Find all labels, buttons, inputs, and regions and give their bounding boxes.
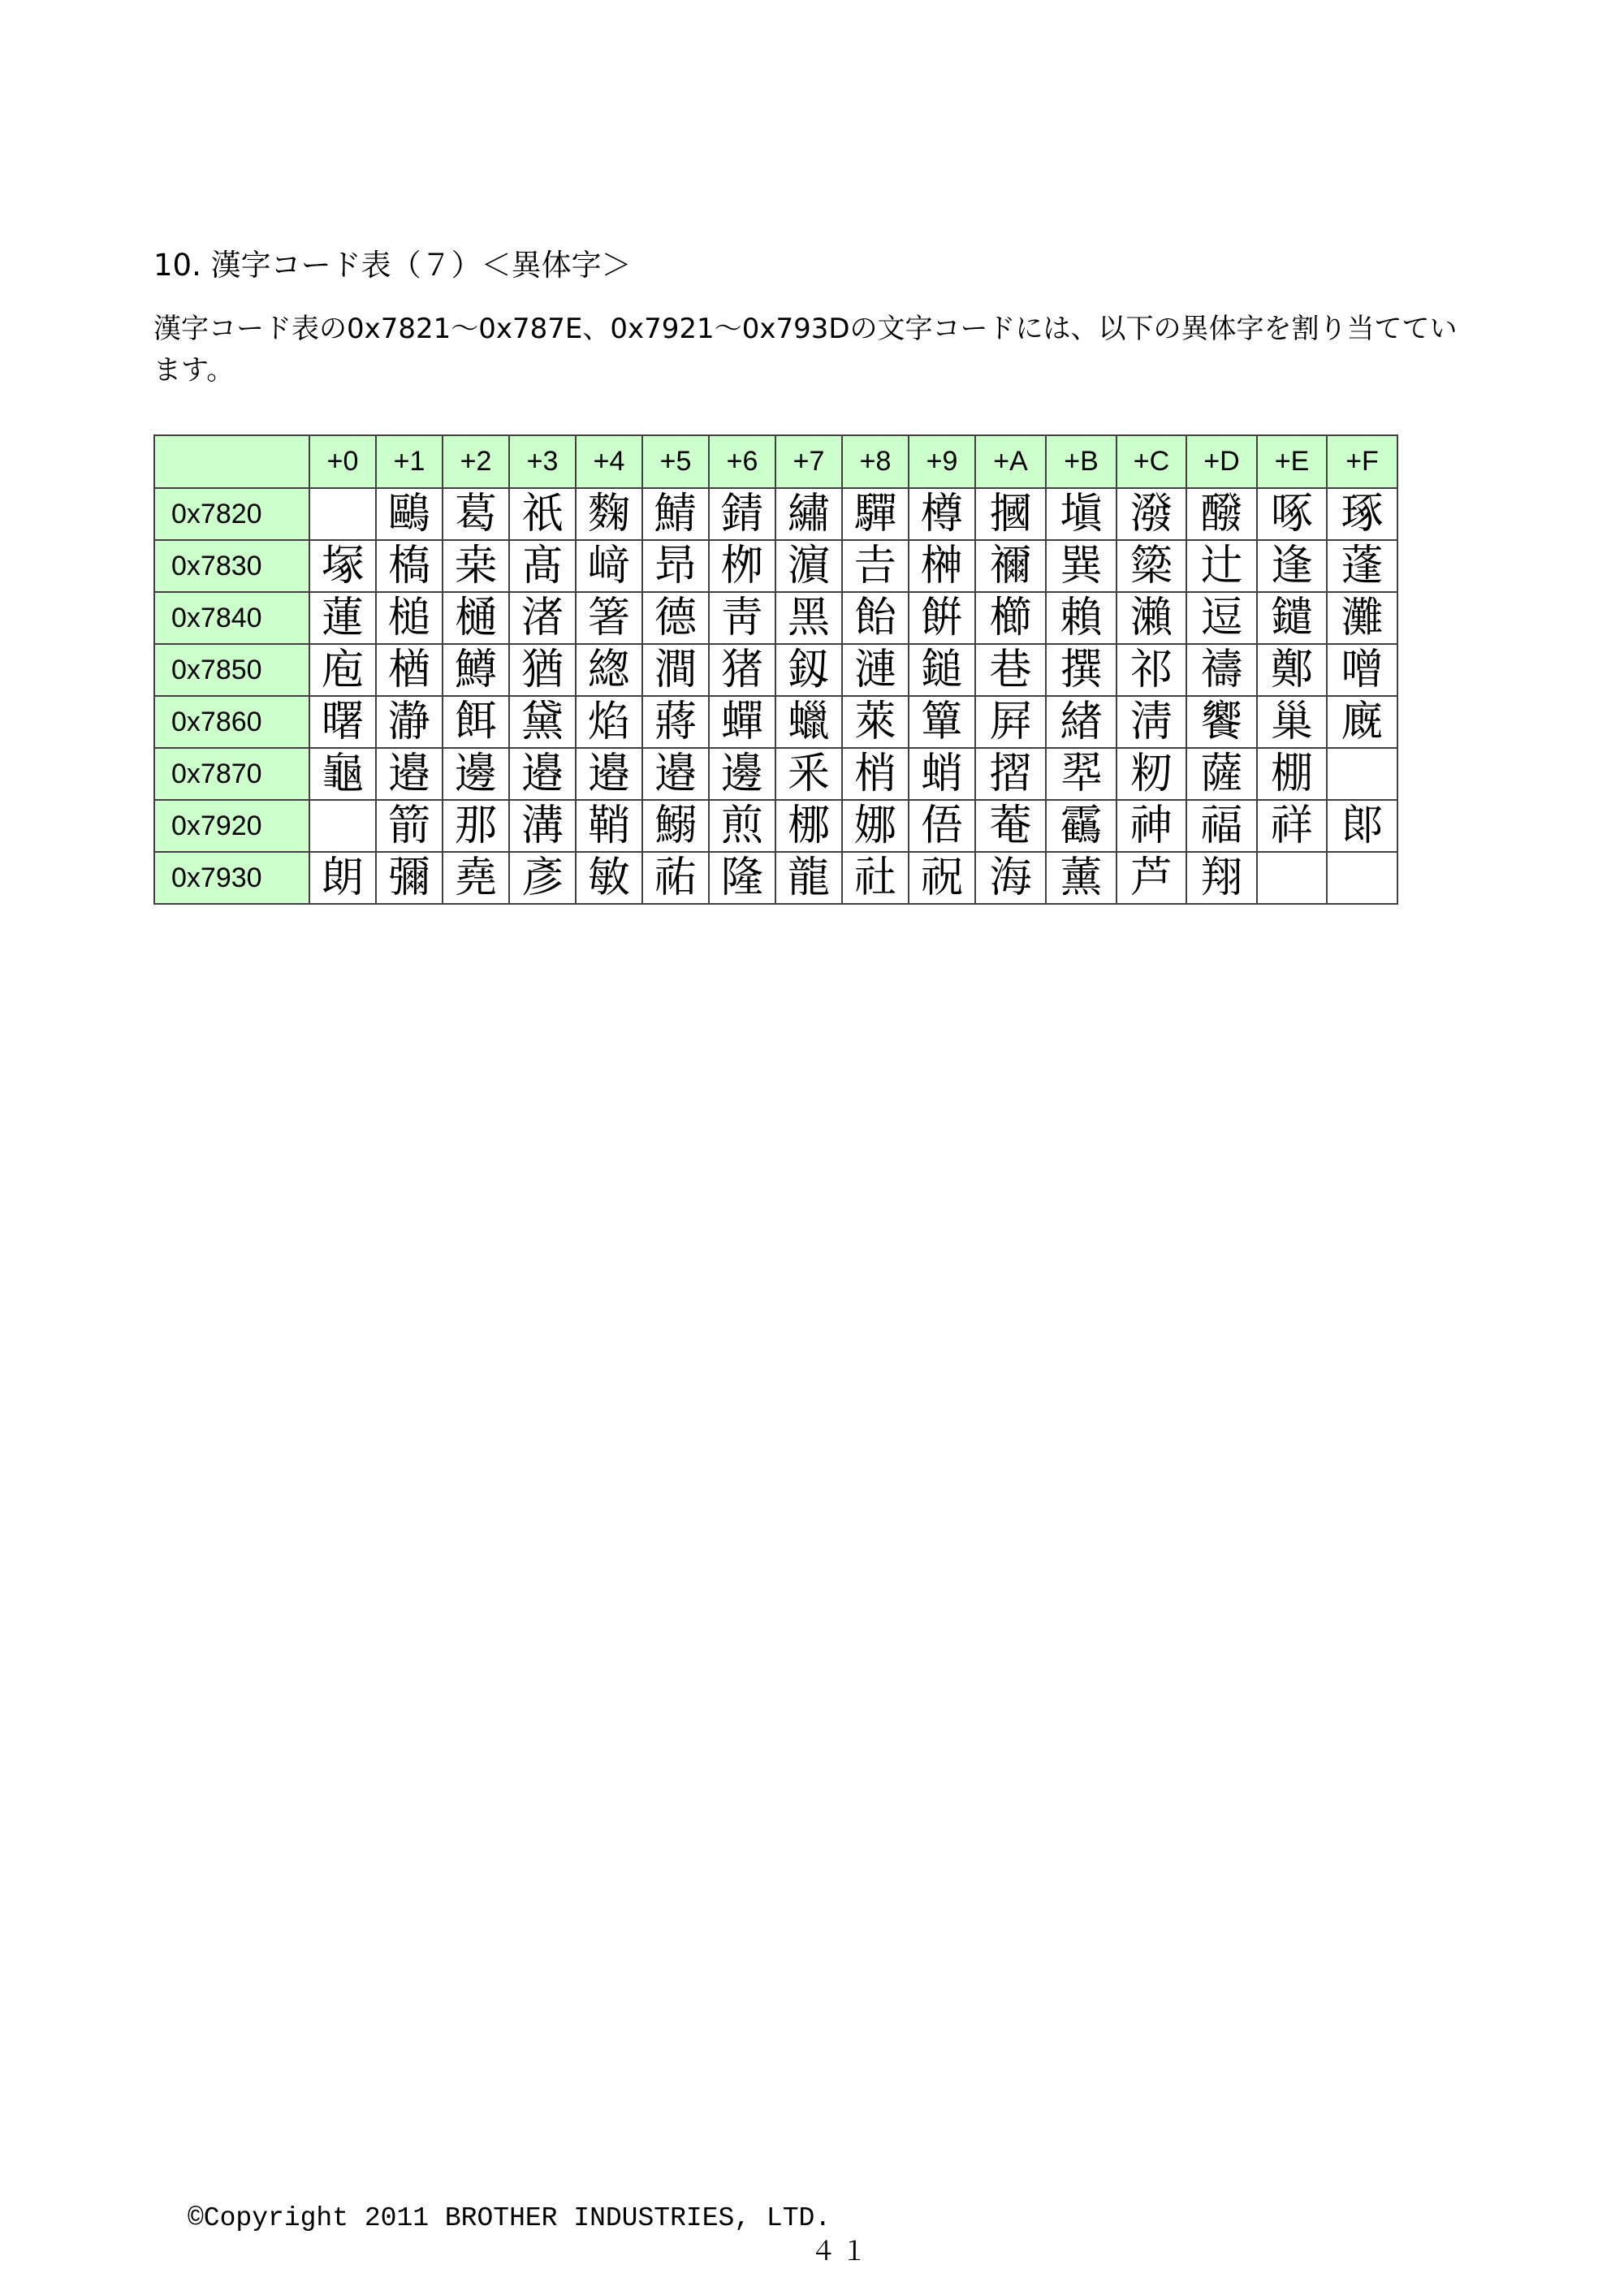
row-code-cell: 0x7840 bbox=[154, 592, 309, 644]
kanji-cell: 淸 bbox=[1116, 696, 1186, 748]
kanji-cell: 庖 bbox=[309, 644, 376, 696]
kanji-cell: 櫛 bbox=[975, 592, 1046, 644]
column-header: +4 bbox=[576, 435, 642, 488]
kanji-cell: 餌 bbox=[443, 696, 509, 748]
column-header: +0 bbox=[309, 435, 376, 488]
kanji-cell: 﨑 bbox=[576, 540, 642, 592]
kanji-cell: 槌 bbox=[376, 592, 443, 644]
kanji-cell: 祁 bbox=[1116, 644, 1186, 696]
row-code-cell: 0x7820 bbox=[154, 488, 309, 540]
kanji-cell: 鞘 bbox=[576, 800, 642, 852]
kanji-cell: 龜 bbox=[309, 748, 376, 800]
kanji-cell: 朗 bbox=[309, 852, 376, 904]
kanji-cell: 曙 bbox=[309, 696, 376, 748]
kanji-cell: 邉 bbox=[509, 748, 576, 800]
kanji-cell: 灘 bbox=[1327, 592, 1397, 644]
kanji-cell: 巢 bbox=[1257, 696, 1327, 748]
kanji-cell: 澗 bbox=[642, 644, 709, 696]
kanji-cell: 摑 bbox=[975, 488, 1046, 540]
kanji-cell: 梢 bbox=[842, 748, 909, 800]
kanji-cell: 彥 bbox=[509, 852, 576, 904]
kanji-cell: 瀨 bbox=[1116, 592, 1186, 644]
empty-cell bbox=[1327, 852, 1397, 904]
kanji-cell: 蛸 bbox=[909, 748, 975, 800]
kanji-cell: 龍 bbox=[775, 852, 842, 904]
kanji-cell: 箭 bbox=[376, 800, 443, 852]
kanji-cell: 黑 bbox=[775, 592, 842, 644]
kanji-cell: 屛 bbox=[975, 696, 1046, 748]
intro-text-line-1: 漢字コード表の0x7821～0x787E、0x7921～0x793Dの文字コードには、以下の異体字を割り当ててい bbox=[153, 313, 1458, 345]
kanji-cell: 逢 bbox=[1257, 540, 1327, 592]
kanji-cell: 俉 bbox=[909, 800, 975, 852]
table-header-row bbox=[154, 435, 1397, 488]
empty-cell bbox=[1327, 748, 1397, 800]
kanji-cell: 禰 bbox=[975, 540, 1046, 592]
kanji-cell: 瀞 bbox=[376, 696, 443, 748]
kanji-cell: 海 bbox=[975, 852, 1046, 904]
kanji-cell: 溝 bbox=[509, 800, 576, 852]
kanji-cell: 摺 bbox=[975, 748, 1046, 800]
kanji-cell: 梛 bbox=[775, 800, 842, 852]
kanji-cell: 邊 bbox=[709, 748, 775, 800]
table-row bbox=[154, 852, 1397, 904]
row-code-cell: 0x7830 bbox=[154, 540, 309, 592]
column-header: +6 bbox=[709, 435, 775, 488]
kanji-cell: 萊 bbox=[842, 696, 909, 748]
kanji-cell: 巽 bbox=[1046, 540, 1116, 592]
page-number: ４１ bbox=[810, 2236, 873, 2267]
kanji-cell: 賴 bbox=[1046, 592, 1116, 644]
kanji-cell: 錆 bbox=[709, 488, 775, 540]
kanji-cell: 蟬 bbox=[709, 696, 775, 748]
kanji-cell: 繡 bbox=[775, 488, 842, 540]
column-header: +5 bbox=[642, 435, 709, 488]
kanji-cell: 焰 bbox=[576, 696, 642, 748]
kanji-cell: 蓬 bbox=[1327, 540, 1397, 592]
kanji-cell: 箸 bbox=[576, 592, 642, 644]
kanji-cell: 簞 bbox=[909, 696, 975, 748]
kanji-cell: 社 bbox=[842, 852, 909, 904]
table-row bbox=[154, 488, 1397, 540]
kanji-cell: 麴 bbox=[576, 488, 642, 540]
kanji-cell: 鯖 bbox=[642, 488, 709, 540]
kanji-cell: 祇 bbox=[509, 488, 576, 540]
kanji-cell: 薰 bbox=[1046, 852, 1116, 904]
kanji-cell: 邉 bbox=[376, 748, 443, 800]
kanji-cell: 飴 bbox=[842, 592, 909, 644]
kanji-cell: 髙 bbox=[509, 540, 576, 592]
kanji-cell: 祝 bbox=[909, 852, 975, 904]
kanji-cell: 餠 bbox=[909, 592, 975, 644]
kanji-cell: 巷 bbox=[975, 644, 1046, 696]
kanji-cell: 翆 bbox=[1046, 748, 1116, 800]
row-code-cell: 0x7920 bbox=[154, 800, 309, 852]
kanji-cell: 棚 bbox=[1257, 748, 1327, 800]
kanji-cell: 𠮷 bbox=[842, 540, 909, 592]
row-code-cell: 0x7870 bbox=[154, 748, 309, 800]
kanji-cell: 猶 bbox=[509, 644, 576, 696]
kanji-cell: 廐 bbox=[1327, 696, 1397, 748]
kanji-cell: 郞 bbox=[1327, 800, 1397, 852]
kanji-cell: 堯 bbox=[443, 852, 509, 904]
table-row bbox=[154, 540, 1397, 592]
column-header: +A bbox=[975, 435, 1046, 488]
table-row bbox=[154, 644, 1397, 696]
kanji-cell: 緫 bbox=[576, 644, 642, 696]
kanji-cell: 蠟 bbox=[775, 696, 842, 748]
kanji-cell: 逗 bbox=[1186, 592, 1257, 644]
kanji-cell: 啄 bbox=[1257, 488, 1327, 540]
copyright-notice: ©Copyright 2011 BROTHER INDUSTRIES, LTD. bbox=[188, 2203, 831, 2233]
kanji-cell: 鱒 bbox=[443, 644, 509, 696]
column-header: +1 bbox=[376, 435, 443, 488]
kanji-cell: 神 bbox=[1116, 800, 1186, 852]
kanji-cell: 塡 bbox=[1046, 488, 1116, 540]
kanji-cell: 祥 bbox=[1257, 800, 1327, 852]
kanji-cell: 靍 bbox=[1046, 800, 1116, 852]
kanji-cell: 潑 bbox=[1116, 488, 1186, 540]
variant-kanji-code-table bbox=[153, 434, 1398, 905]
kanji-cell: 噌 bbox=[1327, 644, 1397, 696]
kanji-cell: 饗 bbox=[1186, 696, 1257, 748]
kanji-cell: 葛 bbox=[443, 488, 509, 540]
kanji-cell: 福 bbox=[1186, 800, 1257, 852]
section-title: 10. 漢字コード表（７）＜異体字＞ bbox=[153, 248, 632, 283]
kanji-cell: 濵 bbox=[775, 540, 842, 592]
kanji-cell: 撰 bbox=[1046, 644, 1116, 696]
table-body bbox=[154, 488, 1397, 904]
empty-cell bbox=[309, 800, 376, 852]
kanji-cell: 釆 bbox=[775, 748, 842, 800]
table-corner-cell bbox=[154, 435, 309, 488]
kanji-cell: 釼 bbox=[775, 644, 842, 696]
kanji-cell: 琢 bbox=[1327, 488, 1397, 540]
kanji-cell: 樋 bbox=[443, 592, 509, 644]
kanji-cell: 邊 bbox=[443, 748, 509, 800]
column-header: +2 bbox=[443, 435, 509, 488]
kanji-cell: 邉 bbox=[642, 748, 709, 800]
kanji-cell: 漣 bbox=[842, 644, 909, 696]
kanji-cell: 敏 bbox=[576, 852, 642, 904]
kanji-cell: 蓮 bbox=[309, 592, 376, 644]
column-header: +7 bbox=[775, 435, 842, 488]
kanji-cell: 驒 bbox=[842, 488, 909, 540]
kanji-cell: 昻 bbox=[642, 540, 709, 592]
table-row bbox=[154, 800, 1397, 852]
kanji-cell: 薩 bbox=[1186, 748, 1257, 800]
kanji-cell: 榊 bbox=[909, 540, 975, 592]
column-header: +B bbox=[1046, 435, 1116, 488]
kanji-cell: 黛 bbox=[509, 696, 576, 748]
kanji-cell: 芦 bbox=[1116, 852, 1186, 904]
kanji-cell: 桒 bbox=[443, 540, 509, 592]
kanji-cell: 塚 bbox=[309, 540, 376, 592]
kanji-cell: 鰯 bbox=[642, 800, 709, 852]
table-row bbox=[154, 748, 1397, 800]
kanji-cell: 翔 bbox=[1186, 852, 1257, 904]
row-code-cell: 0x7850 bbox=[154, 644, 309, 696]
kanji-cell: 簗 bbox=[1116, 540, 1186, 592]
row-code-cell: 0x7860 bbox=[154, 696, 309, 748]
kanji-cell: 菴 bbox=[975, 800, 1046, 852]
empty-cell bbox=[1257, 852, 1327, 904]
column-header: +D bbox=[1186, 435, 1257, 488]
kanji-cell: 祐 bbox=[642, 852, 709, 904]
row-code-cell: 0x7930 bbox=[154, 852, 309, 904]
intro-text-line-2: ます。 bbox=[153, 354, 235, 387]
kanji-cell: 渚 bbox=[509, 592, 576, 644]
kanji-cell: 蔣 bbox=[642, 696, 709, 748]
kanji-cell: 辻 bbox=[1186, 540, 1257, 592]
kanji-cell: 楢 bbox=[376, 644, 443, 696]
kanji-cell: 德 bbox=[642, 592, 709, 644]
kanji-cell: 隆 bbox=[709, 852, 775, 904]
column-header: +E bbox=[1257, 435, 1327, 488]
kanji-cell: 鎚 bbox=[909, 644, 975, 696]
column-header: +8 bbox=[842, 435, 909, 488]
kanji-cell: 鑓 bbox=[1257, 592, 1327, 644]
kanji-cell: 籾 bbox=[1116, 748, 1186, 800]
kanji-cell: 鷗 bbox=[376, 488, 443, 540]
column-header: +3 bbox=[509, 435, 576, 488]
column-header: +C bbox=[1116, 435, 1186, 488]
kanji-cell: 娜 bbox=[842, 800, 909, 852]
table-row bbox=[154, 592, 1397, 644]
kanji-cell: 栁 bbox=[709, 540, 775, 592]
kanji-cell: 緖 bbox=[1046, 696, 1116, 748]
kanji-cell: 樽 bbox=[909, 488, 975, 540]
kanji-cell: 猪 bbox=[709, 644, 775, 696]
kanji-cell: 槗 bbox=[376, 540, 443, 592]
column-header: +9 bbox=[909, 435, 975, 488]
kanji-cell: 禱 bbox=[1186, 644, 1257, 696]
kanji-cell: 醱 bbox=[1186, 488, 1257, 540]
kanji-cell: 靑 bbox=[709, 592, 775, 644]
empty-cell bbox=[309, 488, 376, 540]
column-header: +F bbox=[1327, 435, 1397, 488]
kanji-cell: 鄭 bbox=[1257, 644, 1327, 696]
kanji-cell: 彌 bbox=[376, 852, 443, 904]
table-row bbox=[154, 696, 1397, 748]
kanji-cell: 邉 bbox=[576, 748, 642, 800]
kanji-cell: 那 bbox=[443, 800, 509, 852]
kanji-cell: 煎 bbox=[709, 800, 775, 852]
